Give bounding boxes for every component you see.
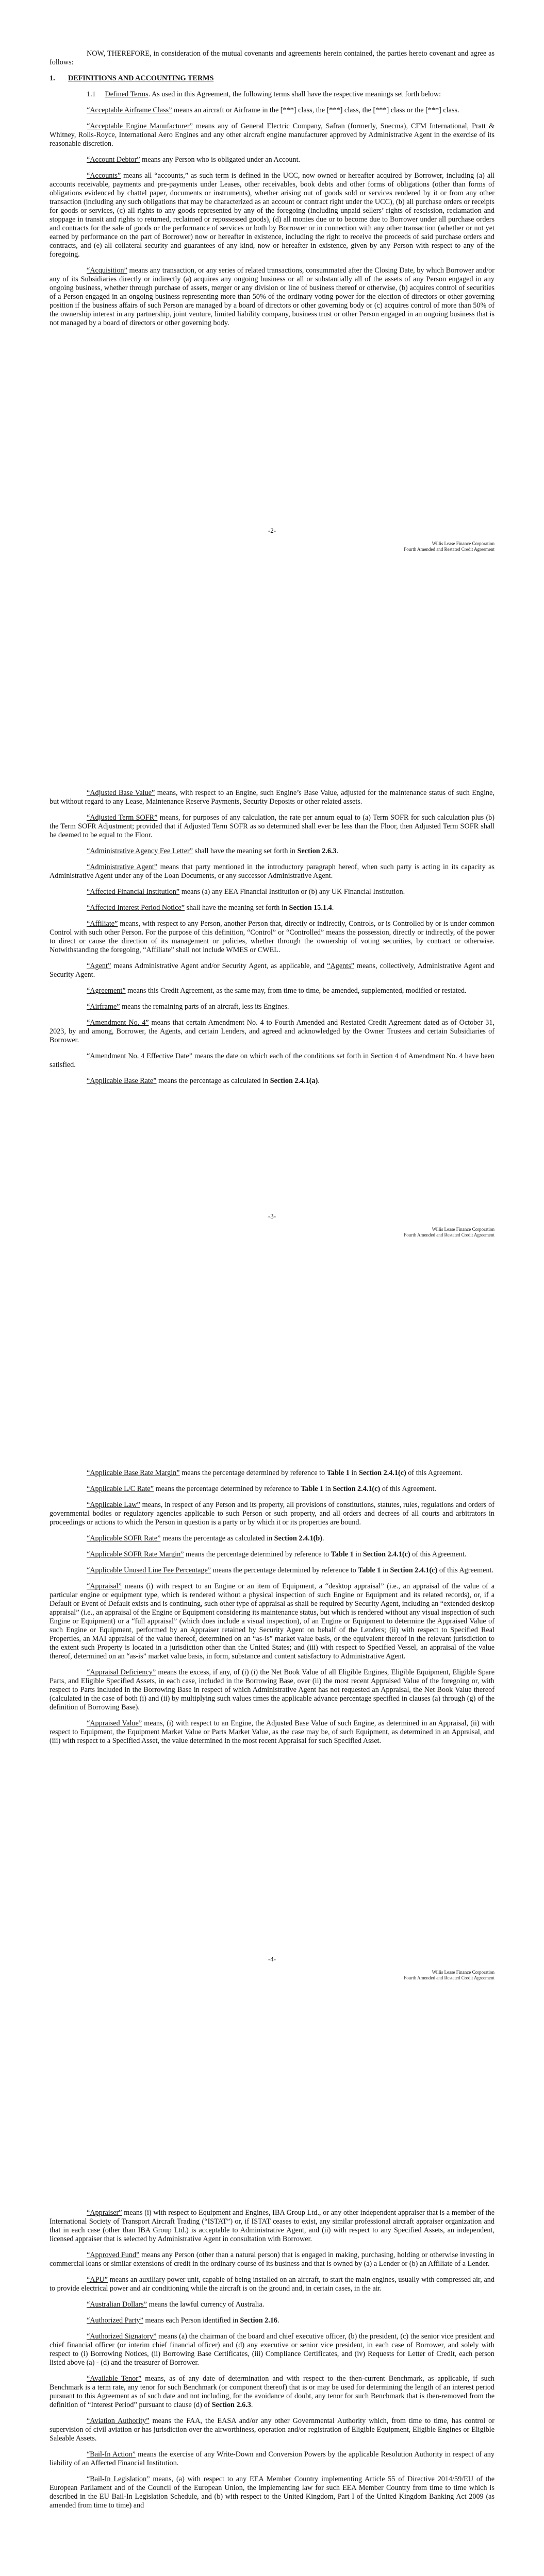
definition-text: means an auxiliary power unit, capable of being installed on an aircraft, to start the main engines, usually with compressed air, and to provide electrical power and air conditioning while the aircraft is on the ground and, in certain cases, in the air. [50, 2276, 494, 2293]
definition-paragraph [50, 266, 494, 328]
defined-term: “Bail-In Action” [87, 2450, 136, 2459]
footer-company: Willis Lease Finance Corporation [432, 1970, 494, 1975]
defined-term: “APU” [87, 2276, 108, 2284]
definition-text: means, with respect to any Person, another Person that, directly or indirectly, Controls, or is Controlled by or is under common Control with such other Person. For the purpose of this definition, “Control” or “Controlled” means the possession, directly or indirectly, of the power to direct or cause the direction of its management or policies, whether through the ownership of voting securities, by contract or otherwise. Notwithstanding the foregoing, “Affiliate” shall not include WMES or CWEL. [50, 920, 494, 954]
definition-paragraph: “Available Tenor” means, as of any date of determination and with respect to the then-current Benchmark, as applicable, if such Benchmark is a term rate, any tenor for such Benchmark (or component thereof) that is or may be used for determining the length of an interest period pursuant to this Agreement as of such date and not including, for the avoidance of doubt, any tenor for such Benchmark that is then-removed from the definition of “Interest Period” pursuant to clause (d) of Section 2.6.3. [50, 2375, 495, 2409]
defined-term: “Authorized Party” [87, 2316, 143, 2325]
definition-paragraph [50, 106, 494, 115]
definition-paragraph [50, 2417, 494, 2443]
definition-paragraph: “Applicable SOFR Rate” means the percentage as calculated in Section 2.4.1(b). [87, 1534, 324, 1543]
defined-term: “Aviation Authority” [87, 2417, 150, 2425]
definition-text: means an aircraft or Airframe in the [***] class, the [***] class, the [***] class or the [***] class. [172, 106, 459, 114]
page-footer [404, 1227, 494, 1238]
definition-paragraph [50, 1719, 494, 1745]
defined-term: “Appraiser” [87, 2209, 122, 2217]
footer-document: Fourth Amended and Restated Credit Agreement [404, 547, 494, 552]
definition-paragraph [50, 1485, 494, 1494]
defined-term: “Applicable Base Rate Margin” [87, 1469, 180, 1477]
definition-text: means Administrative Agent and/or Security Agent, as applicable, and [111, 962, 327, 970]
definition-paragraph [50, 987, 494, 995]
definition-text: means any Person who is obligated under an Account. [140, 156, 301, 164]
defined-term: “Adjusted Base Value” [87, 789, 155, 797]
definition-text: means, for purposes of any calculation, the rate per annum equal to (a) Term SOFR for such calculation plus (b) the Term SOFR Adjustment; provided that if Adjusted Term SOFR as so determined shall ever be less than the Floor, then Adjusted Term SOFR shall be deemed to be equal to the Floor. [50, 814, 494, 839]
section-reference: Section 2.4.1(c) [390, 1566, 438, 1574]
subsection-title: Defined Terms [105, 90, 149, 98]
definition-paragraph: “Administrative Agency Fee Letter” shall have the meaning set forth in Section 2.6.3. [87, 847, 339, 855]
defined-term: “Amendment No. 4 Effective Date” [87, 1052, 193, 1060]
definition-text: in [349, 1469, 359, 1477]
page-body [50, 2209, 494, 2517]
defined-term: “Authorized Signatory” [87, 2332, 157, 2341]
document-page-4 [0, 1276, 544, 2019]
definition-text: means, with respect to an Engine, such Engine’s Base Value, adjusted for the maintenance status of such Engine, but without regard to any Lease, Maintenance Reserve Payments, Security Deposits or other related assets. [50, 789, 494, 806]
page-body [50, 789, 494, 1093]
page-number: -4- [268, 1955, 276, 1963]
definition-paragraph [50, 2450, 494, 2468]
section-reference: Section 2.4.1(c) [333, 1485, 381, 1493]
defined-term: “Acquisition” [87, 266, 127, 275]
definition-paragraph [50, 172, 494, 259]
definition-text: means, (i) with respect to an Engine, the Adjusted Base Value of such Engine, as determined in an Appraisal, (ii) with respect to Equipment, the Equipment Market Value or Parts Market Value, as the case may be, of such Equipment, as determined in an Appraisal, and (iii) with respect to a Specified Asset, the value determined in the most recent Appraisal for such Specified Asset. [50, 1719, 494, 1745]
defined-term: “Applicable SOFR Rate” [87, 1534, 161, 1543]
defined-term: “Adjusted Term SOFR” [87, 814, 158, 822]
definition-text: shall have the meaning set forth in [185, 904, 289, 912]
defined-term: “Bail-In Legislation” [87, 2475, 150, 2483]
section-reference: Section 15.1.4 [289, 904, 332, 912]
intro-paragraph: NOW, THEREFORE, in consideration of the mutual covenants and agreements herein contained, the parties hereto covenant and agree as follows: [50, 49, 494, 66]
definition-text: means that certain Amendment No. 4 to Fourth Amended and Restated Credit Agreement dated as of October 31, 2023, by and among, Borrower, the Agents, and certain Lenders, and agreed and acknowledged by the Owner Trustees and certain Subsidiaries of Borrower. [50, 1019, 494, 1044]
definition-text: means any of General Electric Company, Safran (formerly, Snecma), CFM International, Pratt & Whitney, Rolls-Royce, International Aero Engines and any other aircraft engine manufacturer approved by Administrative Agent in the exercise of its reasonable discretion. [50, 122, 494, 148]
definition-text: means the lawful currency of Australia. [147, 2300, 265, 2309]
defined-term: “Appraisal Deficiency” [87, 1668, 156, 1676]
definition-text: means, (a) with respect to any EEA Member Country implementing Article 55 of Directive 2014/59/EU of the European Parliament and of the Council of the European Union, the implementing law for such EEA Member Country from time to time which is described in the EU Bail-In Legislation Schedule, and (b) with respect to the United Kingdom, Part I of the United Kingdom Banking Act 2009 (as amended from time to time) and [50, 2475, 494, 2510]
definition-paragraph [50, 1550, 494, 1559]
definition-text: means, collectively, Administrative Agent and Security Agent. [50, 962, 494, 979]
definition-text: means (i) with respect to an Engine or an item of Equipment, a “desktop appraisal” (i.e., an appraisal of the value of a particular engine or equipment type, which is rendered without a physical inspection of such Engine or Equipment and its related records), or, if a Default or Event of Default exists and is continuing, such other type of appraisal as shall be required by Security Agent, including an “extended desktop appraisal” (i.e., an appraisal of the Engine or Equipment considering its maintenance status, but which is rendered without any visual inspection of such Engine or Equipment) or a “full appraisal” (which does include a visual inspection), of an Engine or Equipment to determine the Appraised Value of such Engine or Equipment, performed by an Appraiser retained by Security Agent on behalf of the Lenders; (ii) with respect to Specified Real Properties, an MAI appraisal of the value thereof, determined on an “as-is” market value basis, or the equivalent thereof in the relevant jurisdiction to the extent such Property is located in a jurisdiction other than the United States; and (iii) with respect to Specified Vessel, an appraisal of the value thereof, determined on an “as-is” market value basis, in form, substance and content satisfactory to Administrative Agent. [50, 1582, 494, 1660]
defined-term: “Applicable Law” [87, 1501, 140, 1509]
defined-term: “Agents” [327, 962, 355, 970]
section-number: 1. [50, 74, 55, 82]
definition-paragraph: “Applicable Base Rate” means the percentage as calculated in Section 2.4.1(a). [87, 1077, 320, 1085]
defined-term: “Affected Financial Institution” [87, 888, 180, 896]
defined-term: “Affiliate” [87, 920, 118, 928]
definition-paragraph [50, 863, 494, 880]
definition-paragraph [50, 962, 494, 979]
defined-term: “Applicable Unused Line Fee Percentage” [87, 1566, 211, 1574]
definition-text: of this Agreement. [410, 1550, 467, 1558]
section-heading [50, 74, 494, 83]
section-reference: Section 2.16 [240, 2316, 277, 2325]
definition-text: means, as of any date of determination and with respect to the then-current Benchmark, as applicable, if such Benchmark is a term rate, any tenor for such Benchmark (or component thereof) that is or may be used for determining the length of an interest period pursuant to this Agreement as of such date and not including, for the avoidance of doubt, any tenor for such Benchmark that is then-removed from the definition of “Interest Period” pursuant to clause (d) of [50, 2375, 495, 2409]
document-page-5 [0, 2019, 544, 2576]
defined-term: “Airframe” [87, 1003, 120, 1011]
definition-text: means any transaction, or any series of related transactions, consummated after the Closing Date, by which Borrower and/or any of its Subsidiaries directly or indirectly (a) acquires any ongoing business or all or substantially all of the assets of any Person engaged in any ongoing business, whether through purchase of assets, merger or any division or line of business thereof or otherwise, (b) acquires control of securities of a Person engaged in an ongoing business representing more than 50% of the ordinary voting power for the election of directors or other governing position if the business affairs of such Person are managed by a board of directors or other governing body or (c) acquires control of more than 50% of the ownership interest in any partnership, joint venture, limited liability company, business trust or other Person engaged in an ongoing business that is not managed by a board of directors or other governing body. [50, 266, 494, 327]
defined-term: “Agent” [87, 962, 111, 970]
defined-term: “Account Debtor” [87, 156, 140, 164]
table-reference: Table 1 [326, 1469, 350, 1477]
definition-text: of this Agreement. [406, 1469, 463, 1477]
section-reference: Section 2.4.1(c) [358, 1469, 406, 1477]
document-page-2 [0, 0, 544, 590]
definition-text: means the date on which each of the conditions set forth in Section 4 of Amendment No. 4 have been satisfied. [50, 1052, 494, 1069]
defined-term: “Approved Fund” [87, 2251, 140, 2259]
definition-text: means the excess, if any, of (i) (i) the Net Book Value of all Eligible Engines, Eligible Equipment, Eligible Spare Parts, and Eligible Specified Assets, in each case, included in the Borrowing Base, over (ii) the most recent Appraised Value of the foregoing or, with respect to Parts included in the Borrowing Base in respect of which Administrative Agent has not requested an Appraisal, the Net Book Value thereof (calculated in the case of both (i) and (ii) by multiplying such values times the applicable advance percentage specified in clauses (a) through (g) of the definition of Borrowing Base). [50, 1668, 495, 1711]
table-reference: Table 1 [331, 1550, 354, 1558]
definition-text: means the percentage determined by reference to [184, 1550, 331, 1558]
definition-paragraph [50, 814, 494, 840]
document-page-3 [0, 590, 544, 1276]
page-footer [404, 1970, 494, 1981]
definition-paragraph [50, 1469, 494, 1478]
definition-paragraph [50, 122, 494, 148]
definition-text: means this Credit Agreement, as the same may, from time to time, be amended, supplemented, modified or restated. [125, 987, 467, 995]
defined-term: “Acceptable Airframe Class” [87, 106, 172, 114]
definition-text: means the percentage determined by reference to [154, 1485, 301, 1493]
definition-text: means the exercise of any Write-Down and Conversion Powers by the applicable Resolution Authority in respect of any liability of an Affected Financial Institution. [50, 2450, 494, 2467]
definition-paragraph [50, 2209, 494, 2244]
definition-text: means all “accounts,” as such term is defined in the UCC, now owned or hereafter acquired by Borrower, including (a) all accounts receivable, payments and pre-payments under Leases, other receivables, book debts and other forms of obligations (other than forms of obligations evidenced by chattel paper, documents or instruments), whether arising out of goods sold or services rendered by it or from any other transaction (including any such obligations that may be characterized as an account or contract right under the UCC), (b) all purchase orders or receipts for goods or services, (c) all rights to any goods represented by any of the foregoing (including unpaid sellers’ rights of rescission, reclamation and stoppage in transit and rights to returned, reclaimed or repossessed goods), (d) all monies due or to become due to Borrower under all purchase orders and contracts for the sale of goods or the performance of services or both by Borrower or in connection with any other transaction (whether or not yet earned by performance on the part of Borrower) now or hereafter in existence, including the right to receive the proceeds of said purchase orders and contracts, and (e) all collateral security and guarantees of any kind, now or hereafter in existence, given by any Person with respect to any of the foregoing. [50, 172, 494, 259]
definition-paragraph [50, 1501, 494, 1527]
defined-term: “Appraisal” [87, 1582, 122, 1590]
defined-term: “Affected Interest Period Notice” [87, 904, 185, 912]
definition-text: of this Agreement. [437, 1566, 494, 1574]
section-reference: Section 2.6.3 [297, 847, 337, 855]
definition-text: in [323, 1485, 333, 1493]
defined-term: “Accounts” [87, 172, 121, 180]
section-reference: Section 2.4.1(b) [274, 1534, 323, 1543]
defined-term: “Amendment No. 4” [87, 1019, 149, 1027]
footer-document: Fourth Amended and Restated Credit Agreement [404, 1975, 494, 1980]
defined-term: “Applicable SOFR Rate Margin” [87, 1550, 184, 1558]
defined-term: “Available Tenor” [87, 2375, 142, 2383]
definition-paragraph [50, 1019, 494, 1045]
definition-text: in [381, 1566, 390, 1574]
definition-text: means the percentage determined by reference to [211, 1566, 358, 1574]
page-body [50, 49, 494, 335]
defined-term: “Administrative Agency Fee Letter” [87, 847, 193, 855]
definition-paragraph [50, 2475, 494, 2510]
definition-text: means the percentage as calculated in [156, 1077, 270, 1085]
defined-term: “Acceptable Engine Manufacturer” [87, 122, 193, 130]
defined-term: “Agreement” [87, 987, 126, 995]
subsection-defined-terms [50, 90, 494, 99]
definition-paragraph [50, 1003, 494, 1011]
definition-paragraph [50, 1582, 494, 1661]
page-number: -3- [268, 1212, 276, 1220]
section-title: DEFINITIONS AND ACCOUNTING TERMS [68, 74, 214, 82]
definition-text: means the percentage determined by reference to [179, 1469, 327, 1477]
defined-term: “Administrative Agent” [87, 863, 158, 871]
definition-text: in [353, 1550, 363, 1558]
definition-paragraph [50, 789, 494, 806]
section-reference: Section 2.6.3 [211, 2401, 251, 2409]
footer-company: Willis Lease Finance Corporation [432, 541, 494, 546]
definition-text: means any Person (other than a natural person) that is engaged in making, purchasing, holding or otherwise investing in commercial loans or similar extensions of credit in the ordinary course of its business and that is owned by (a) a Lender or (b) an Affiliate of a Lender. [50, 2251, 494, 2268]
page-body [50, 1469, 494, 1753]
definition-paragraph [50, 156, 494, 164]
defined-term: “Australian Dollars” [87, 2300, 147, 2309]
table-reference: Table 1 [301, 1485, 324, 1493]
definition-text: means each Person identified in [143, 2316, 240, 2325]
defined-term: “Applicable L/C Rate” [87, 1485, 154, 1493]
definition-text: shall have the meaning set forth in [193, 847, 298, 855]
definition-paragraph [50, 2276, 494, 2293]
defined-term: “Applicable Base Rate” [87, 1077, 157, 1085]
page-number: -2- [268, 527, 276, 534]
definition-text: means (i) with respect to Equipment and Engines, IBA Group Ltd., or any other independent appraiser that is a member of the International Society of Transport Aircraft Trading (“ISTAT”) or, if ISTAT ceases to exist, any similar professional aircraft appraiser organization and that in each case (other than IBA Group Ltd.) is acceptable to Administrative Agent, and (ii) with respect to any Specified Assets, an independent, licensed appraiser that is selected by Administrative Agent in consultation with Borrower. [50, 2209, 494, 2243]
table-reference: Table 1 [358, 1566, 381, 1574]
definition-text: means the FAA, the EASA and/or any other Governmental Authority which, from time to time, has control or supervision of civil aviation or has jurisdiction over the airworthiness, operation and/or registration of Eligible Equipment, Eligible Engines or Eligible Saleable Assets. [50, 2417, 495, 2443]
definition-paragraph [50, 2251, 494, 2268]
section-reference: Section 2.4.1(a) [270, 1077, 318, 1085]
footer-document: Fourth Amended and Restated Credit Agreement [404, 1232, 494, 1238]
definition-text: of this Agreement. [380, 1485, 436, 1493]
footer-company: Willis Lease Finance Corporation [432, 1227, 494, 1232]
page-footer [404, 541, 494, 552]
definition-paragraph [50, 1052, 494, 1070]
definition-paragraph [50, 1668, 494, 1712]
definition-text: means the remaining parts of an aircraft, less its Engines. [120, 1003, 289, 1011]
definition-text: means the percentage as calculated in [160, 1534, 274, 1543]
subsection-number: 1.1 [87, 90, 96, 98]
definition-text: means, in respect of any Person and its property, all provisions of constitutions, statutes, rules, regulations and orders of governmental bodies or regulatory agencies applicable to such Person or such property, and all orders and decrees of all courts and arbitrators in proceedings or actions to which the Person in question is a party or by which it or its properties are bound. [50, 1501, 494, 1527]
definition-paragraph [50, 920, 494, 955]
definition-paragraph [50, 2300, 494, 2309]
definition-text: means (a) any EEA Financial Institution or (b) any UK Financial Institution. [179, 888, 405, 896]
definition-paragraph: “Authorized Party” means each Person identified in Section 2.16. [87, 2316, 279, 2325]
section-reference: Section 2.4.1(c) [362, 1550, 410, 1558]
definition-text: means that party mentioned in the introductory paragraph hereof, when such party is acting in its capacity as Administrative Agent under any of the Loan Documents, or any successor Administrative Agent. [50, 863, 494, 880]
definition-paragraph [50, 1566, 494, 1575]
subsection-text: . As used in this Agreement, the following terms shall have the respective meanings set forth below: [148, 90, 441, 98]
defined-term: “Appraised Value” [87, 1719, 142, 1727]
definition-paragraph [50, 888, 494, 896]
definition-text: means (a) the chairman of the board and chief executive officer, (b) the president, (c) the senior vice president and chief financial officer (or interim chief financial officer) and (d) any executive or senior vice president, in each case of Borrower, and solely with respect to (i) Borrowing Notices, (ii) Borrowing Base Certificates, (iii) Compliance Certificates, and (iv) Requests for Letter of Credit, each person listed above (a) - (d) and the treasurer of Borrower. [50, 2332, 494, 2367]
definition-paragraph: “Affected Interest Period Notice” shall have the meaning set forth in Section 15.1.4. [87, 904, 334, 912]
definition-paragraph [50, 2332, 494, 2367]
